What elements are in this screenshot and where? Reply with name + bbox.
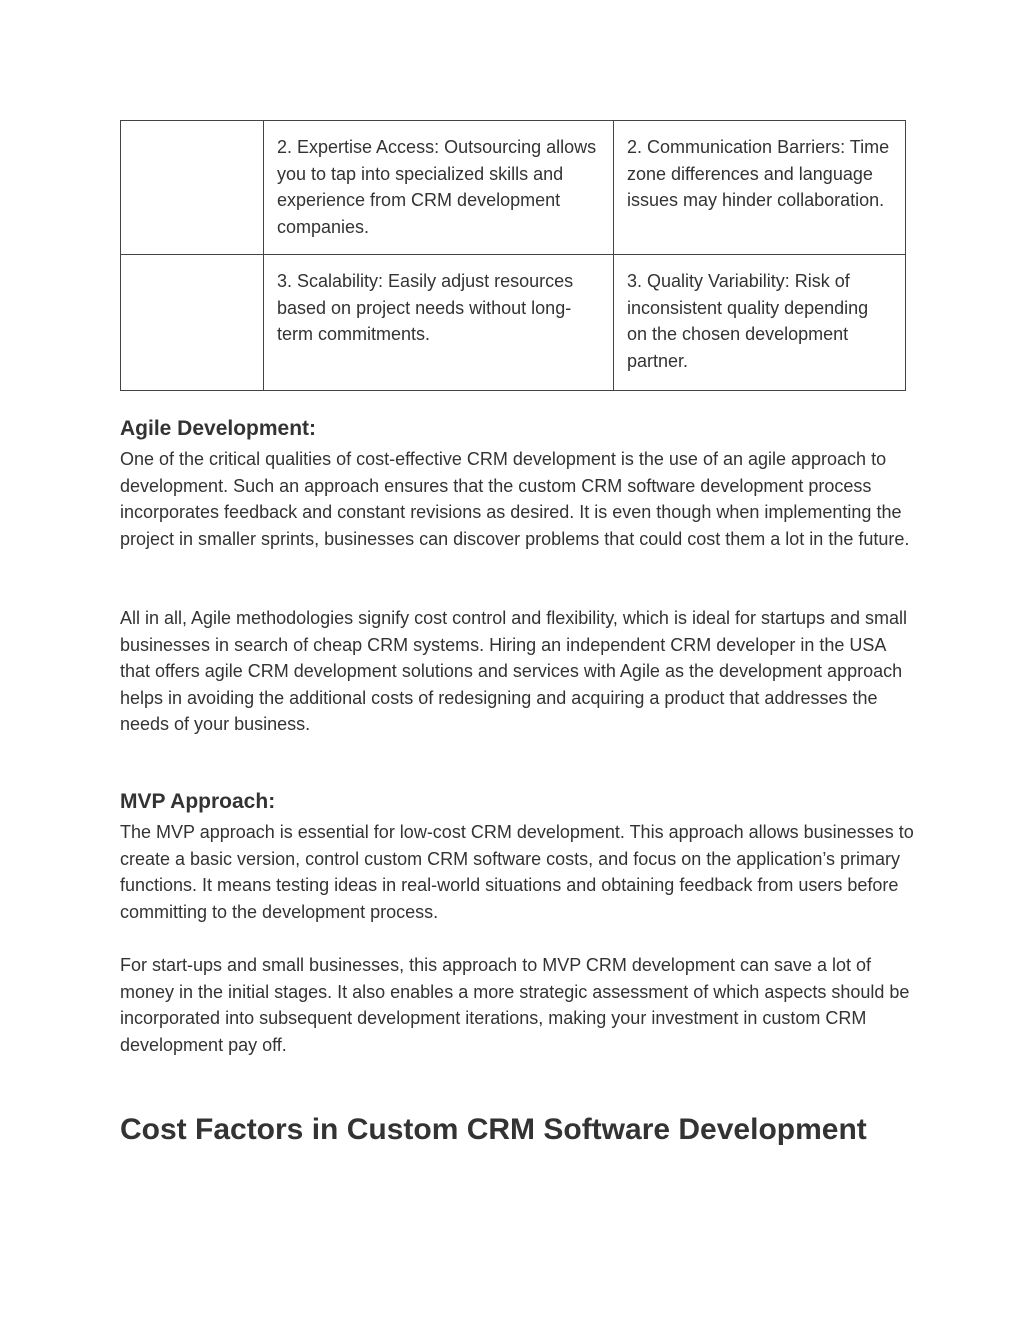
table-cell-label [121,121,264,255]
table-cell-con: 3. Quality Variability: Risk of inconsistent quality depending on the chosen development partner. [614,255,906,391]
table-row [121,255,906,391]
cost-factors-heading: Cost Factors in Custom CRM Software Development [120,1113,867,1146]
table-cell-label [121,255,264,391]
table-row [121,121,906,255]
mvp-section-title: MVP Approach: [120,790,276,813]
mvp-paragraph-1: The MVP approach is essential for low-cost CRM development. This approach allows businesses to create a basic version, control custom CRM software costs, and focus on the application’s primary functions. It means testing ideas in real-world situations and obtaining feedback from users before committing to the development process. [120,822,914,922]
table-cell-con: 2. Communication Barriers: Time zone differences and language issues may hinder collaboration. [614,121,906,255]
table-cell-pro: 3. Scalability: Easily adjust resources based on project needs without long-term commitments. [264,255,614,391]
comparison-table [120,120,906,391]
agile-paragraph-1: One of the critical qualities of cost-effective CRM development is the use of an agile approach to development. Such an approach ensures that the custom CRM software development process incorporates feedback and constant revisions as desired. It is even though when implementing the project in smaller sprints, businesses can discover problems that could cost them a lot in the future. [120,449,910,549]
mvp-paragraph-2: For start-ups and small businesses, this approach to MVP CRM development can save a lot of money in the initial stages. It also enables a more strategic assessment of which aspects should be incorporated into subsequent development iterations, making your investment in custom CRM development pay off. [120,955,910,1055]
agile-paragraph-2: All in all, Agile methodologies signify cost control and flexibility, which is ideal for startups and small businesses in search of cheap CRM systems. Hiring an independent CRM developer in the USA that offers agile CRM development solutions and services with Agile as the development approach helps in avoiding the additional costs of redesigning and acquiring a product that addresses the needs of your business. [120,608,908,734]
agile-section-title: Agile Development: [120,417,317,440]
table-cell-pro: 2. Expertise Access: Outsourcing allows you to tap into specialized skills and experience from CRM development companies. [264,121,614,255]
